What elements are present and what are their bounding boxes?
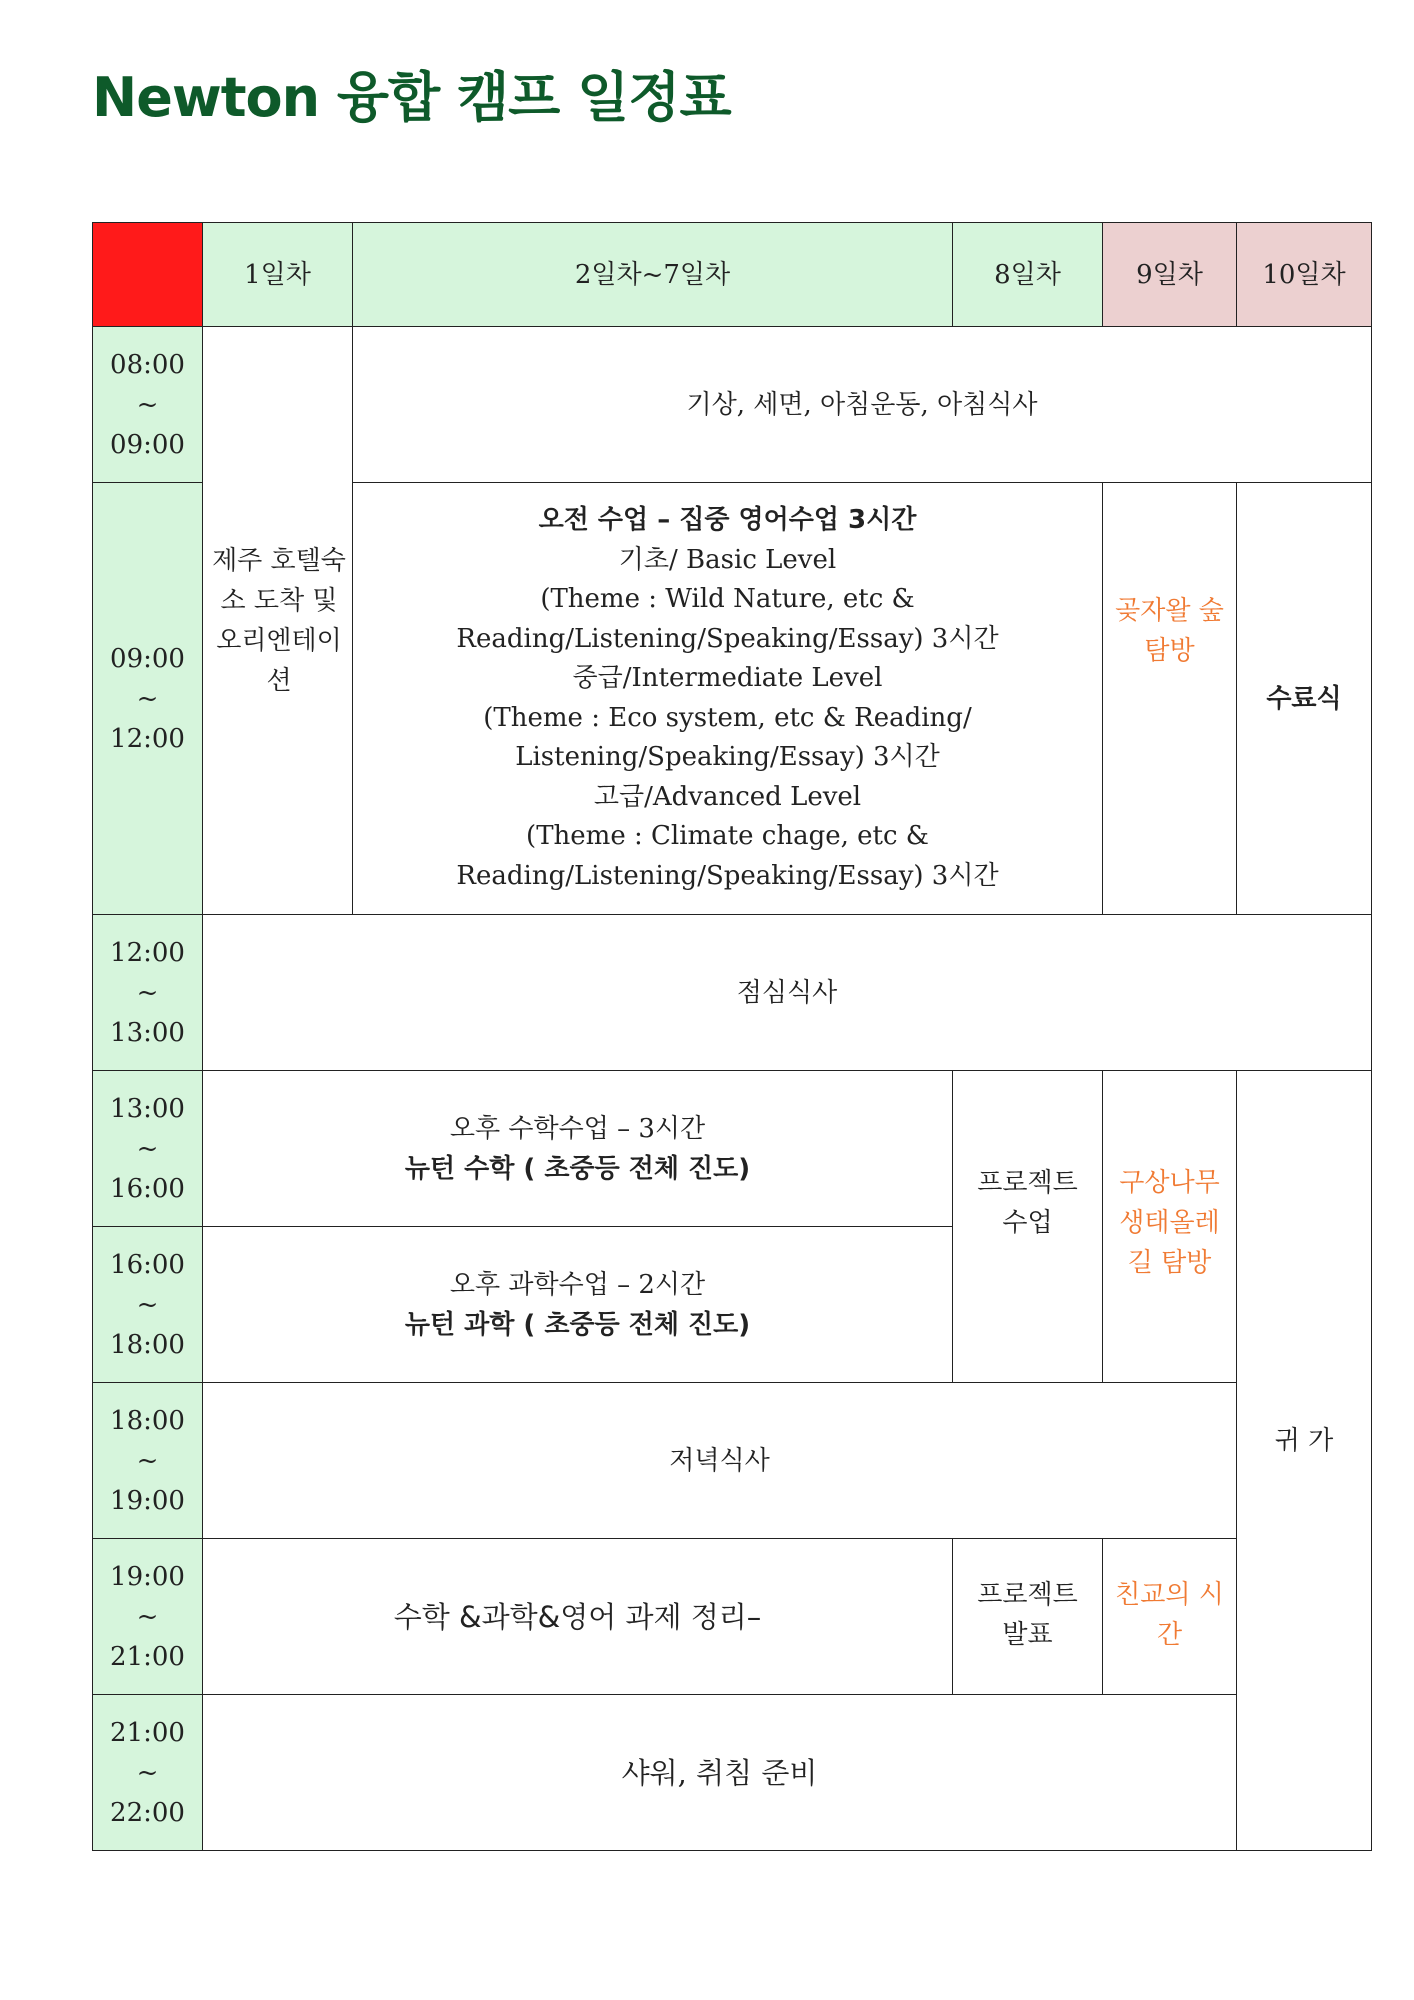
level-line: Reading/Listening/Speaking/Essay) 3시간 [456,623,999,654]
day9-evening-cell [1103,1539,1237,1695]
day8-afternoon-cell [953,1071,1103,1383]
day10-afternoon-cell: 귀 가 [1237,1071,1372,1851]
header-day1: 1일차 [203,223,353,327]
day8-afternoon-text: 프로젝트 수업 [977,1168,1078,1238]
header-day2-7: 2일차~7일차 [353,223,953,327]
header-day8: 8일차 [953,223,1103,327]
time-slot: 16:00 ~ 18:00 [93,1227,203,1383]
time-slot: 21:00 ~ 22:00 [93,1695,203,1851]
table-row [93,327,1372,483]
day1-arrival-cell [203,327,353,915]
time-slot: 08:00 ~ 09:00 [93,327,203,483]
day10-morning-cell: 수료식 [1237,483,1372,915]
schedule-table [92,222,1372,1851]
morning-routine-cell: 기상, 세면, 아침운동, 아침식사 [353,327,1372,483]
table-row [93,1695,1372,1851]
time-slot: 12:00 ~ 13:00 [93,915,203,1071]
science-class-line2: 뉴턴 과학 ( 초중등 전체 진도) [404,1309,751,1340]
bedtime-cell: 샤워, 취침 준비 [203,1695,1237,1851]
header-day9: 9일차 [1103,223,1237,327]
day8-evening-cell [953,1539,1103,1695]
time-slot: 13:00 ~ 16:00 [93,1071,203,1227]
corner-cell [93,223,203,327]
day9-evening-text: 친교의 시간 [1115,1580,1224,1650]
dinner-cell: 저녁식사 [203,1383,1237,1539]
day8-evening-text: 프로젝트 발표 [977,1580,1078,1650]
header-day10: 10일차 [1237,223,1372,327]
day9-morning-text: 곶자왈 숲 탐방 [1115,596,1224,666]
homework-cell: 수학 &과학&영어 과제 정리– [203,1539,953,1695]
science-class-cell [203,1227,953,1383]
level-line: Reading/Listening/Speaking/Essay) 3시간 [456,860,999,891]
math-class-line1: 오후 수학수업 – 3시간 [449,1113,706,1144]
time-slot: 09:00 ~ 12:00 [93,483,203,915]
level-line: 기초/ Basic Level [618,544,837,575]
table-row [93,915,1372,1071]
day9-afternoon-cell [1103,1071,1237,1383]
morning-class-heading: 오전 수업 – 집중 영어수업 3시간 [538,505,917,535]
day9-afternoon-text: 구상나무 생태올레 길 탐방 [1119,1168,1220,1278]
math-class-line2: 뉴턴 수학 ( 초중등 전체 진도) [404,1153,751,1184]
math-class-cell [203,1071,953,1227]
table-row [93,1071,1372,1227]
header-row [93,223,1372,327]
science-class-line1: 오후 과학수업 – 2시간 [449,1269,706,1300]
level-line: (Theme : Eco system, etc & Reading/ [483,702,972,733]
page-title: Newton 융합 캠프 일정표 [92,66,731,129]
level-line: (Theme : Climate chage, etc & [526,821,929,851]
table-row [93,1539,1372,1695]
morning-class-cell [353,483,1103,915]
level-line: 중급/Intermediate Level [572,663,883,693]
day9-morning-cell [1103,483,1237,915]
day1-arrival-text: 제주 호텔숙소 도착 및 오리엔테이션 [212,545,346,696]
time-slot: 18:00 ~ 19:00 [93,1383,203,1539]
table-row [93,1383,1372,1539]
level-line: (Theme : Wild Nature, etc & [540,584,915,614]
time-slot: 19:00 ~ 21:00 [93,1539,203,1695]
level-line: Listening/Speaking/Essay) 3시간 [515,742,940,772]
lunch-cell: 점심식사 [203,915,1372,1071]
level-line: 고급/Advanced Level [593,781,862,812]
